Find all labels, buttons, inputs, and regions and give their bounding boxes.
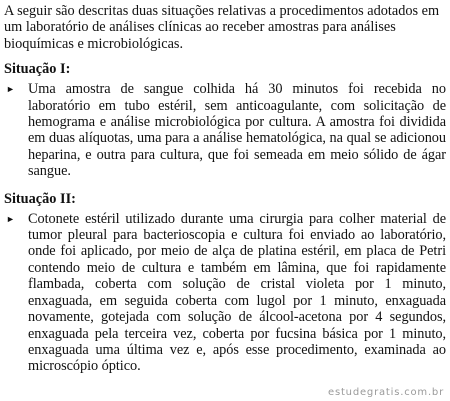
situation-1-title: Situação I: [4,61,71,78]
situation-2-item [4,211,446,375]
situation-1-item [4,81,446,179]
intro-paragraph: A seguir são descritas duas situações relativas a procedimentos adotados em um laboratório de análises clínicas ao receber amostras para análises bioquímicas e microbiológicas. [4,3,440,52]
situation-2-text: Cotonete estéril utilizado durante uma cirurgia para colher material de tumor pleural para bacterioscopia e cultura foi enviado ao laboratório, onde foi aplicado, por meio de alça de platina estéril, em placa de Petri contendo meio de cultura e também em lâmina, que foi rapidamente flambada, coberta com solução de cristal violeta por 1 minuto, enxaguada, em seguida coberta com lugol por 1 minuto, enxaguada novamente, gotejada com solução de álcool-acetona por 4 segundos, enxaguada pela terceira vez, coberta por fucsina básica por 1 minuto, enxaguada uma última vez e, após esse procedimento, examinada ao microscópio óptico. [28,210,446,375]
bullet-arrow-icon: ► [6,84,15,95]
bullet-arrow-icon: ► [6,213,15,224]
situation-2-title: Situação II: [4,190,76,207]
document [4,3,446,386]
watermark: estudegratis.com.br [328,387,444,398]
situation-1-text: Uma amostra de sangue colhida há 30 minutos foi recebida no laboratório em tubo estéril, sem anticoagulante, com solicitação de hemograma e análise microbiológica por cultura. A amostra foi dividida em duas alíquotas, uma para a análise hematológica, na qual se adicionou heparina, e outra para cultura, que foi semeada em meio sólido de ágar sangue. [28,81,446,180]
